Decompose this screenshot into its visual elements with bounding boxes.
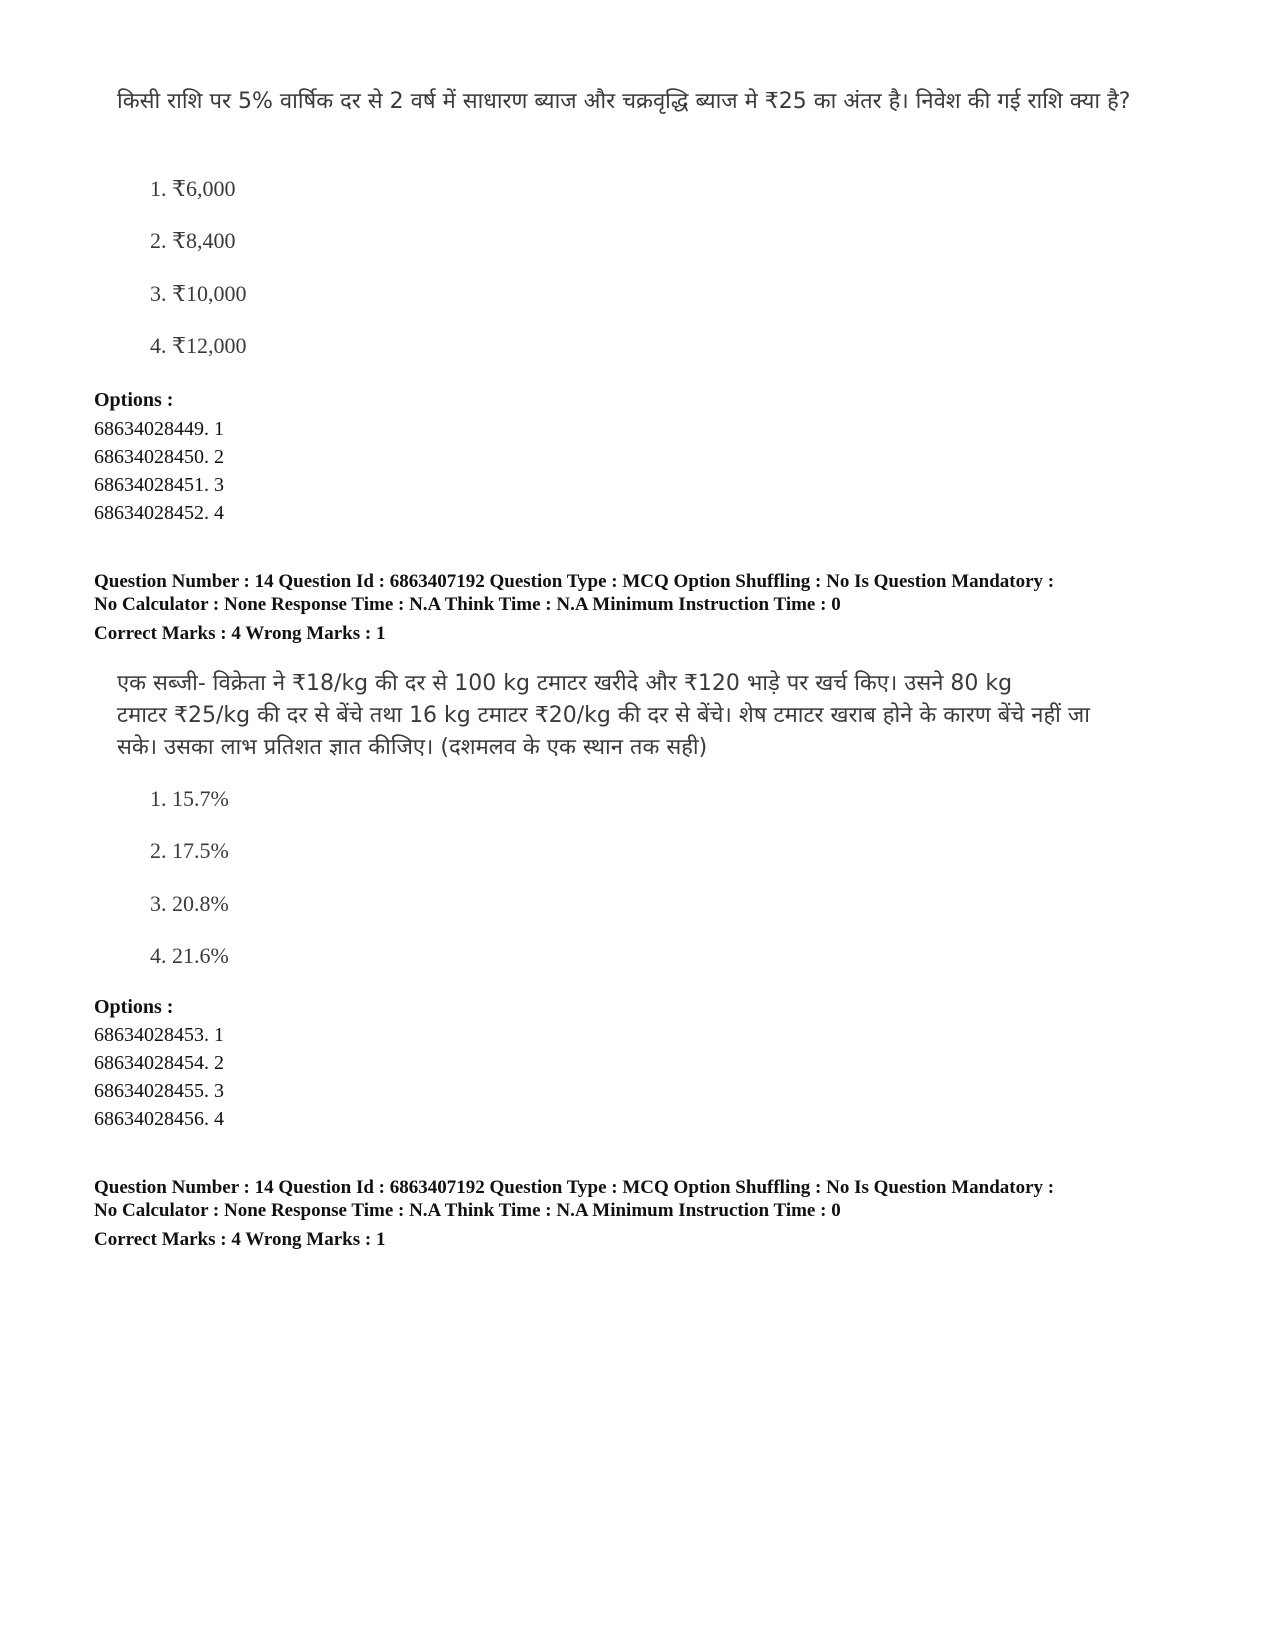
question-2-text-line-1: एक सब्जी- विक्रेता ने ₹18/kg की दर से 100 kg टमाटर खरीदे और ₹120 भाड़े पर खर्च किए। उसने 80 kg (117, 671, 1013, 696)
question-2-text-line-2: टमाटर ₹25/kg की दर से बेंचे तथा 16 kg टमाटर ₹20/kg की दर से बेंचे। शेष टमाटर खराब होने के कारण बेंचे नहीं जा (117, 703, 1090, 728)
question-1-choice-2: 2. ₹8,400 (150, 228, 236, 253)
question-meta-line-1: Question Number : 14 Question Id : 6863407192 Question Type : MCQ Option Shuffling : No Is Question Mandatory : (94, 571, 1055, 592)
question-meta-line-2: No Calculator : None Response Time : N.A Think Time : N.A Minimum Instruction Time : 0 (94, 1200, 841, 1221)
question-2-option-id-4: 68634028456. 4 (94, 1108, 224, 1130)
question-2-text-line-3: सके। उसका लाभ प्रतिशत ज्ञात कीजिए। (दशमलव के एक स्थान तक सही) (117, 735, 708, 760)
question-1-choice-3: 3. ₹10,000 (150, 281, 247, 306)
question-2-option-id-1: 68634028453. 1 (94, 1024, 224, 1046)
question-2-options-label: Options : (94, 996, 174, 1018)
question-marks: Correct Marks : 4 Wrong Marks : 1 (94, 1229, 386, 1250)
question-1-options-label: Options : (94, 389, 174, 411)
question-1-option-id-2: 68634028450. 2 (94, 446, 224, 468)
question-1-option-id-3: 68634028451. 3 (94, 474, 224, 496)
question-meta-line-1: Question Number : 14 Question Id : 6863407192 Question Type : MCQ Option Shuffling : No Is Question Mandatory : (94, 1177, 1055, 1198)
question-1-choice-4: 4. ₹12,000 (150, 333, 247, 358)
question-2-choice-3: 3. 20.8% (150, 891, 229, 916)
question-1-text: किसी राशि पर 5% वार्षिक दर से 2 वर्ष में साधारण ब्याज और चक्रवृद्धि ब्याज मे ₹25 का अंतर है। निवेश की गई राशि क्या है? (117, 89, 1131, 114)
question-2-choice-4: 4. 21.6% (150, 943, 229, 968)
question-1-option-id-1: 68634028449. 1 (94, 418, 224, 440)
question-1-choice-1: 1. ₹6,000 (150, 176, 236, 201)
question-1-option-id-4: 68634028452. 4 (94, 502, 224, 524)
question-meta-line-2: No Calculator : None Response Time : N.A Think Time : N.A Minimum Instruction Time : 0 (94, 594, 841, 615)
question-2-choice-2: 2. 17.5% (150, 838, 229, 863)
question-marks: Correct Marks : 4 Wrong Marks : 1 (94, 623, 386, 644)
question-2-option-id-2: 68634028454. 2 (94, 1052, 224, 1074)
question-2-option-id-3: 68634028455. 3 (94, 1080, 224, 1102)
question-2-choice-1: 1. 15.7% (150, 786, 229, 811)
